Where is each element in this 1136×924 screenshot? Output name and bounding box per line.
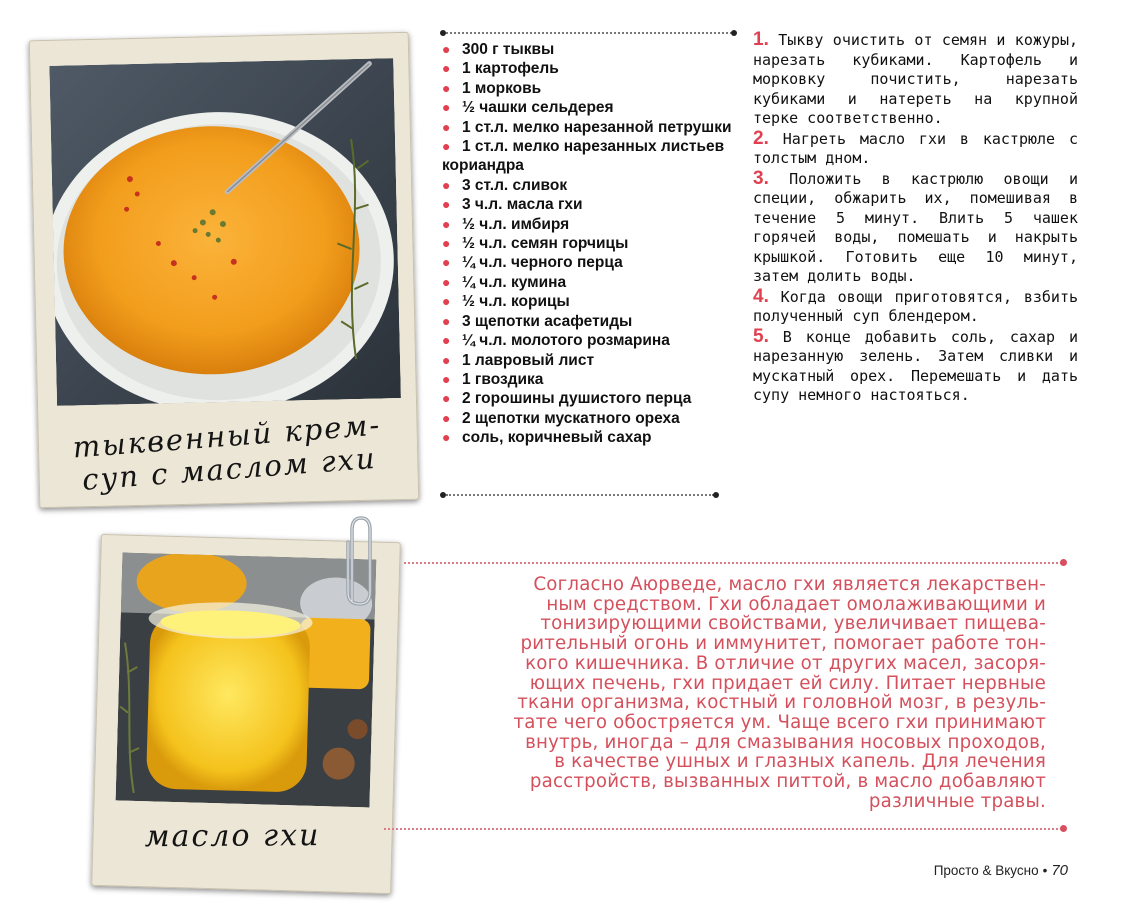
ingredient-item: ● ½ ч.л. корицы xyxy=(442,293,570,311)
ingredient-item: ● ¼ ч.л. молотого розмарина xyxy=(442,332,670,350)
ghee-caption: масло гхи xyxy=(144,818,321,855)
step xyxy=(753,30,1078,129)
ingredient-item: ● 1 лавровый лист xyxy=(442,351,595,369)
bullet-icon: ● xyxy=(442,138,451,155)
step-number: 1. xyxy=(753,29,769,50)
ingredients-bottom-rule xyxy=(446,494,714,496)
ingredient-item: ● 300 г тыквы xyxy=(442,41,555,58)
ingredients-top-rule xyxy=(446,32,732,34)
bullet-icon: ● xyxy=(442,351,451,368)
ingredient-item: ● 1 гвоздика xyxy=(442,370,544,388)
ingredient-item: ● ½ ч.л. семян горчицы xyxy=(442,235,629,253)
rule-dot xyxy=(731,30,737,36)
step xyxy=(753,169,1078,287)
soup-caption: тыквенный крем-суп с маслом гхи xyxy=(71,407,383,498)
step-text: Тыкву очистить от семян и кожуры, нарезать кубиками. Картофель и морковку почистить, нарезать кубиками и натереть на крупной терке соответственно. xyxy=(753,31,1079,127)
bullet-icon: ● xyxy=(442,41,451,57)
ingredient-item: ● 2 щепотки мускатного ореха xyxy=(442,409,680,427)
ingredient-item: ● 3 ст.л. сливок xyxy=(442,176,568,194)
bullet-icon: • xyxy=(1042,863,1048,878)
bullet-icon: ● xyxy=(442,273,451,290)
bullet-icon: ● xyxy=(442,370,451,387)
step xyxy=(753,327,1078,406)
recipe-steps xyxy=(753,30,1078,406)
page-footer xyxy=(934,862,1068,879)
ingredient-item: ● 1 ст.л. мелко нарезанных листьев кориандра xyxy=(442,138,725,175)
ingredient-item: ● ½ чашки сельдерея xyxy=(442,99,614,117)
ghee-note: Согласно Аюрведе, масло гхи является лекарствен- ным средством. Гхи обладает омолаживающими и тонизирующими свойствами, увеличивает пищева- рительный огонь и иммунитет, помогает работе тон- кого кишечника. В отличие от других масел, засоря- ющих печень, гхи придает ей силу. Питает нервные ткани организма, костный и головной мозг, в резуль- тате чего обостряется ум. Чаще всего гхи принимают внутрь, иногда – для смазывания носовых проходов, в качестве ушных и глазных капель. Для лечения расстройств, вызванных питтой, в масло добавляют различные травы. xyxy=(513,574,1046,812)
ingredient-item: ● 1 морковь xyxy=(442,79,542,97)
paperclip-icon xyxy=(340,512,382,612)
rule-dot xyxy=(713,492,719,498)
step-number: 4. xyxy=(753,285,769,307)
ingredient-item: ● 3 ч.л. масла гхи xyxy=(442,196,583,214)
ingredients-list xyxy=(442,40,742,448)
ingredient-item: ● ¼ ч.л. кумина xyxy=(442,273,567,291)
bullet-icon: ● xyxy=(442,215,451,232)
note-top-rule xyxy=(404,562,1062,564)
step-number: 3. xyxy=(753,167,769,189)
soup-photo-card xyxy=(29,32,420,509)
step-number: 2. xyxy=(753,127,769,149)
soup-photo xyxy=(49,58,401,406)
bullet-icon: ● xyxy=(442,429,451,446)
magazine-name: Просто & Вкусно xyxy=(933,863,1039,878)
note-bottom-rule xyxy=(384,828,1062,830)
rule-dot xyxy=(1060,559,1067,566)
bullet-icon: ● xyxy=(442,99,451,116)
bullet-icon: ● xyxy=(442,235,451,252)
ingredient-item: ● соль, коричневый сахар xyxy=(442,429,652,447)
bullet-icon: ● xyxy=(442,332,451,349)
step xyxy=(753,287,1078,327)
bullet-icon: ● xyxy=(442,118,451,135)
bullet-icon: ● xyxy=(442,293,451,310)
bullet-icon: ● xyxy=(442,60,451,77)
step-text: Когда овощи приготовятся, взбить полученный суп блендером. xyxy=(753,287,1078,325)
bullet-icon: ● xyxy=(442,176,451,193)
ghee-photo xyxy=(116,552,377,807)
ingredient-item: ● ¼ ч.л. черного перца xyxy=(442,254,623,272)
bullet-icon: ● xyxy=(442,196,451,213)
rule-dot xyxy=(1060,825,1067,832)
bullet-icon: ● xyxy=(442,409,451,426)
bullet-icon: ● xyxy=(442,390,451,407)
page-number: 70 xyxy=(1051,862,1068,879)
ingredient-item: ● 2 горошины душистого перца xyxy=(442,390,692,408)
ingredient-item: ● ½ ч.л. имбиря xyxy=(442,215,570,233)
bullet-icon: ● xyxy=(442,312,451,329)
step-text: Положить в кастрюлю овощи и специи, обжарить их, помешивая в течение 5 минут. Влить 5 чашек горячей воды, помешать и накрыть крышкой. Готовить еще 10 минут, затем долить воды. xyxy=(753,169,1078,285)
ingredient-item: ● 1 картофель xyxy=(442,60,559,78)
bullet-icon: ● xyxy=(442,79,451,96)
ingredient-item: ● 3 щепотки асафетиды xyxy=(442,312,633,330)
step xyxy=(753,129,1078,169)
step-text: В конце добавить соль, сахар и нарезанную зелень. Затем сливки и мускатный орех. Перемешать и дать супу немного настояться. xyxy=(753,327,1078,404)
step-text: Нагреть масло гхи в кастрюле с толстым дном. xyxy=(753,129,1078,167)
bullet-icon: ● xyxy=(442,254,451,271)
step-number: 5. xyxy=(753,325,769,347)
ingredient-item: ● 1 ст.л. мелко нарезанной петрушки xyxy=(442,118,732,136)
